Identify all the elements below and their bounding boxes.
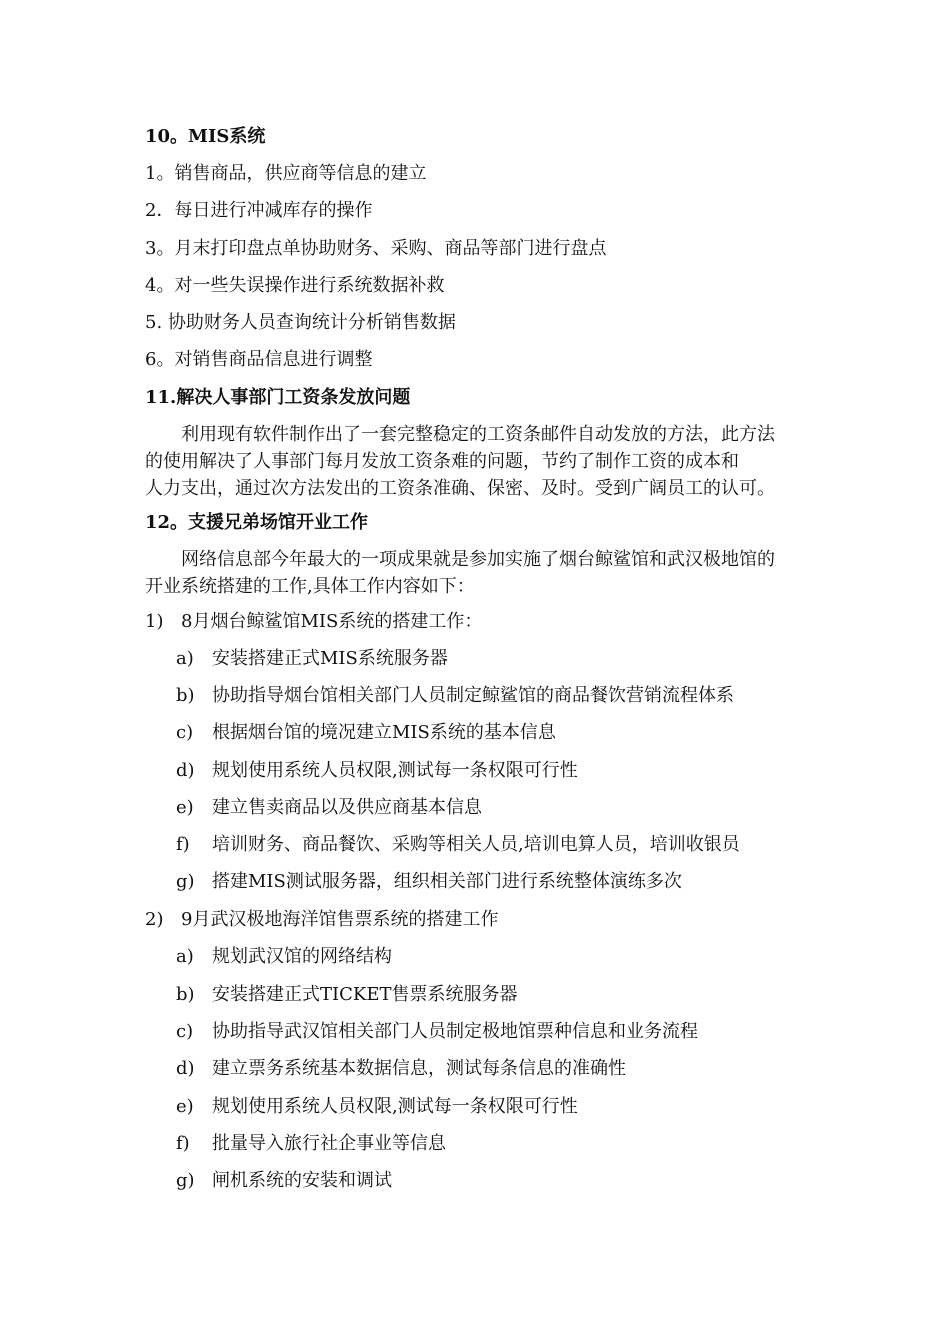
project-1-task-d	[176, 760, 578, 782]
task-marker: b)	[176, 685, 195, 706]
project-2-task-f	[176, 1133, 446, 1155]
project-1-task-g	[176, 871, 682, 893]
project-2-marker: 2)	[145, 909, 164, 930]
task-marker: g)	[176, 871, 195, 892]
section-10-item-3: 3。月末打印盘点单协助财务、采购、商品等部门进行盘点	[145, 238, 607, 259]
section-12-paragraph-line-1: 网络信息部今年最大的一项成果就是参加实施了烟台鲸鲨馆和武汉极地馆的	[181, 549, 775, 570]
project-1-task-c	[176, 722, 556, 744]
task-marker: e)	[176, 797, 194, 818]
section-11-paragraph-line-2: 的使用解决了人事部门每月发放工资条难的问题，节约了制作工资的成本和	[145, 451, 739, 472]
task-marker: d)	[176, 1058, 195, 1079]
project-1-task-f	[176, 834, 740, 856]
project-2-title: 9月武汉极地海洋馆售票系统的搭建工作	[181, 909, 499, 930]
project-2-task-g	[176, 1170, 392, 1192]
project-2-task-e	[176, 1096, 578, 1118]
task-text: 闸机系统的安装和调试	[212, 1170, 392, 1191]
task-marker: c)	[176, 722, 194, 743]
section-12-paragraph-line-2: 开业系统搭建的工作,具体工作内容如下：	[145, 576, 475, 597]
section-10-item-5: 5. 协助财务人员查询统计分析销售数据	[145, 312, 456, 333]
task-text: 批量导入旅行社企事业等信息	[212, 1133, 446, 1154]
task-marker: a)	[176, 946, 194, 967]
project-1-task-e	[176, 797, 482, 819]
section-11-paragraph-line-3: 人力支出，通过次方法发出的工资条准确、保密、及时。受到广阔员工的认可。	[145, 478, 775, 499]
task-marker: g)	[176, 1170, 195, 1191]
task-marker: f)	[176, 834, 190, 855]
section-10-heading: 10。MIS系统	[145, 126, 266, 147]
section-10-item-6: 6。对销售商品信息进行调整	[145, 349, 373, 370]
section-10-item-1: 1。销售商品，供应商等信息的建立	[145, 163, 427, 184]
task-text: 协助指导武汉馆相关部门人员制定极地馆票种信息和业务流程	[212, 1021, 698, 1042]
project-1-title-line	[145, 611, 482, 633]
task-text: 安装搭建正式TICKET售票系统服务器	[212, 984, 518, 1005]
section-11-heading: 11.解决人事部门工资条发放问题	[145, 387, 411, 408]
section-10-item-2: 2．每日进行冲减库存的操作	[145, 200, 373, 221]
project-2-task-d	[176, 1058, 626, 1080]
task-text: 建立票务系统基本数据信息，测试每条信息的准确性	[212, 1058, 626, 1079]
project-2-task-a	[176, 946, 392, 968]
project-2-task-c	[176, 1021, 698, 1043]
task-text: 搭建MIS测试服务器，组织相关部门进行系统整体演练多次	[212, 871, 682, 892]
section-10-item-4: 4。对一些失误操作进行系统数据补救	[145, 275, 445, 296]
task-marker: f)	[176, 1133, 190, 1154]
task-text: 协助指导烟台馆相关部门人员制定鲸鲨馆的商品餐饮营销流程体系	[212, 685, 734, 706]
task-text: 培训财务、商品餐饮、采购等相关人员,培训电算人员，培训收银员	[212, 834, 740, 855]
project-2-task-b	[176, 984, 517, 1006]
section-12-heading: 12。支援兄弟场馆开业工作	[145, 512, 369, 533]
task-text: 建立售卖商品以及供应商基本信息	[212, 797, 482, 818]
task-marker: a)	[176, 648, 194, 669]
task-marker: d)	[176, 760, 195, 781]
task-marker: c)	[176, 1021, 194, 1042]
project-1-task-b	[176, 685, 734, 707]
section-11-paragraph-line-1: 利用现有软件制作出了一套完整稳定的工资条邮件自动发放的方法，此方法	[181, 424, 775, 445]
project-2-title-line	[145, 909, 498, 931]
task-text: 安装搭建正式MIS系统服务器	[212, 648, 448, 669]
project-1-task-a	[176, 648, 448, 670]
task-text: 规划使用系统人员权限,测试每一条权限可行性	[212, 1096, 578, 1117]
project-1-marker: 1)	[145, 611, 164, 632]
task-text: 规划武汉馆的网络结构	[212, 946, 392, 967]
task-text: 规划使用系统人员权限,测试每一条权限可行性	[212, 760, 578, 781]
task-text: 根据烟台馆的境况建立MIS系统的基本信息	[212, 722, 556, 743]
project-1-title: 8月烟台鲸鲨馆MIS系统的搭建工作：	[181, 611, 483, 632]
task-marker: b)	[176, 984, 195, 1005]
task-marker: e)	[176, 1096, 194, 1117]
